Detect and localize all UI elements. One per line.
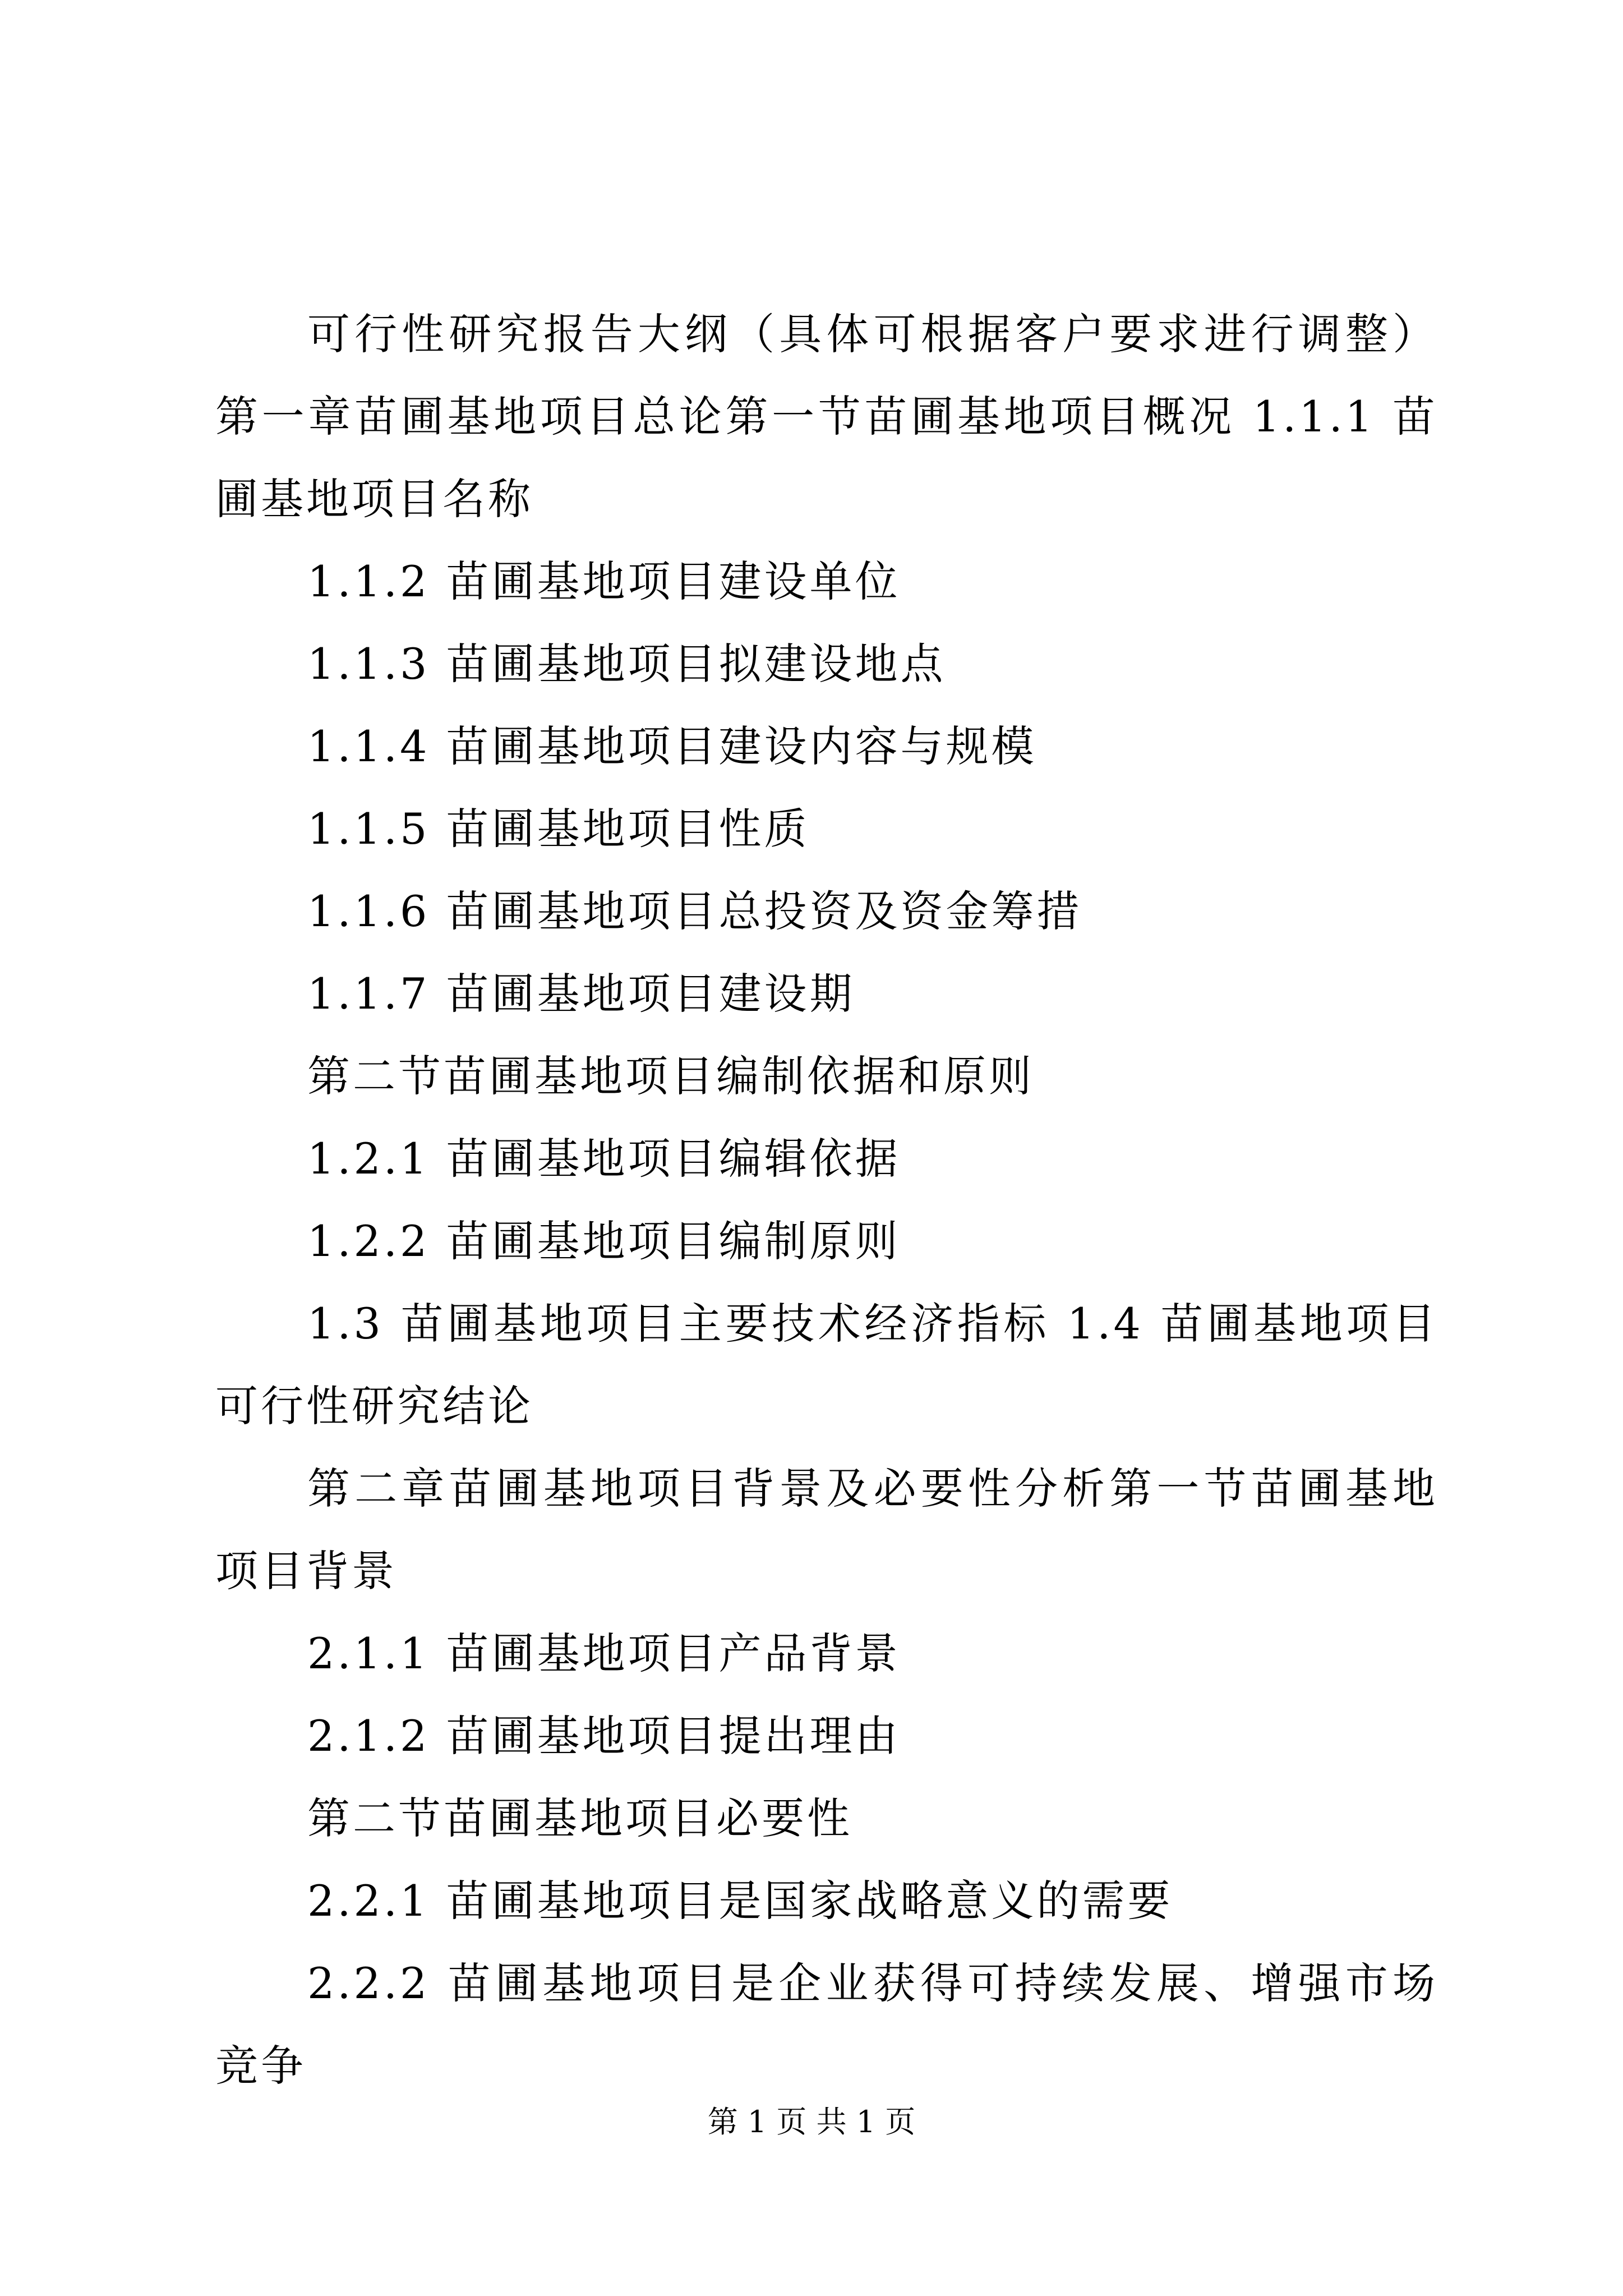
paragraph-2-1-2: 2.1.2 苗圃基地项目提出理由 bbox=[307, 1711, 901, 1761]
paragraph-1-1-5: 1.1.5 苗圃基地项目性质 bbox=[307, 804, 810, 854]
section-heading-2-2: 第二节苗圃基地项目必要性 bbox=[307, 1793, 852, 1843]
paragraph-2-2-1: 2.2.1 苗圃基地项目是国家战略意义的需要 bbox=[307, 1876, 1173, 1926]
paragraph-outline-intro: 可行性研究报告大纲（具体可根据客户要求进行调整）第一章苗圃基地项目总论第一节苗圃基地项目概况 1.1.1 苗圃基地项目名称 bbox=[215, 309, 1438, 524]
paragraph-2-1-1: 2.1.1 苗圃基地项目产品背景 bbox=[307, 1628, 901, 1678]
paragraph-1-1-3: 1.1.3 苗圃基地项目拟建设地点 bbox=[307, 639, 946, 689]
paragraph-1-1-6: 1.1.6 苗圃基地项目总投资及资金筹措 bbox=[307, 886, 1082, 936]
paragraph-1-1-4: 1.1.4 苗圃基地项目建设内容与规模 bbox=[307, 721, 1037, 771]
paragraph-2-2-2: 2.2.2 苗圃基地项目是企业获得可持续发展、增强市场竞争 bbox=[215, 1958, 1438, 2091]
paragraph-1-2-2: 1.2.2 苗圃基地项目编制原则 bbox=[307, 1216, 901, 1266]
document-body bbox=[215, 293, 1438, 2107]
paragraph-1-2-1: 1.2.1 苗圃基地项目编辑依据 bbox=[307, 1134, 901, 1184]
paragraph-1-1-7: 1.1.7 苗圃基地项目建设期 bbox=[307, 969, 855, 1019]
paragraph-1-1-2: 1.1.2 苗圃基地项目建设单位 bbox=[307, 556, 901, 606]
paragraph-1-3-1-4: 1.3 苗圃基地项目主要技术经济指标 1.4 苗圃基地项目可行性研究结论 bbox=[215, 1299, 1438, 1431]
chapter-heading-2: 第二章苗圃基地项目背景及必要性分析第一节苗圃基地项目背景 bbox=[215, 1464, 1438, 1596]
page-number-footer: 第 1 页 共 1 页 bbox=[707, 2104, 916, 2139]
section-heading-2: 第二节苗圃基地项目编制依据和原则 bbox=[307, 1051, 1034, 1101]
